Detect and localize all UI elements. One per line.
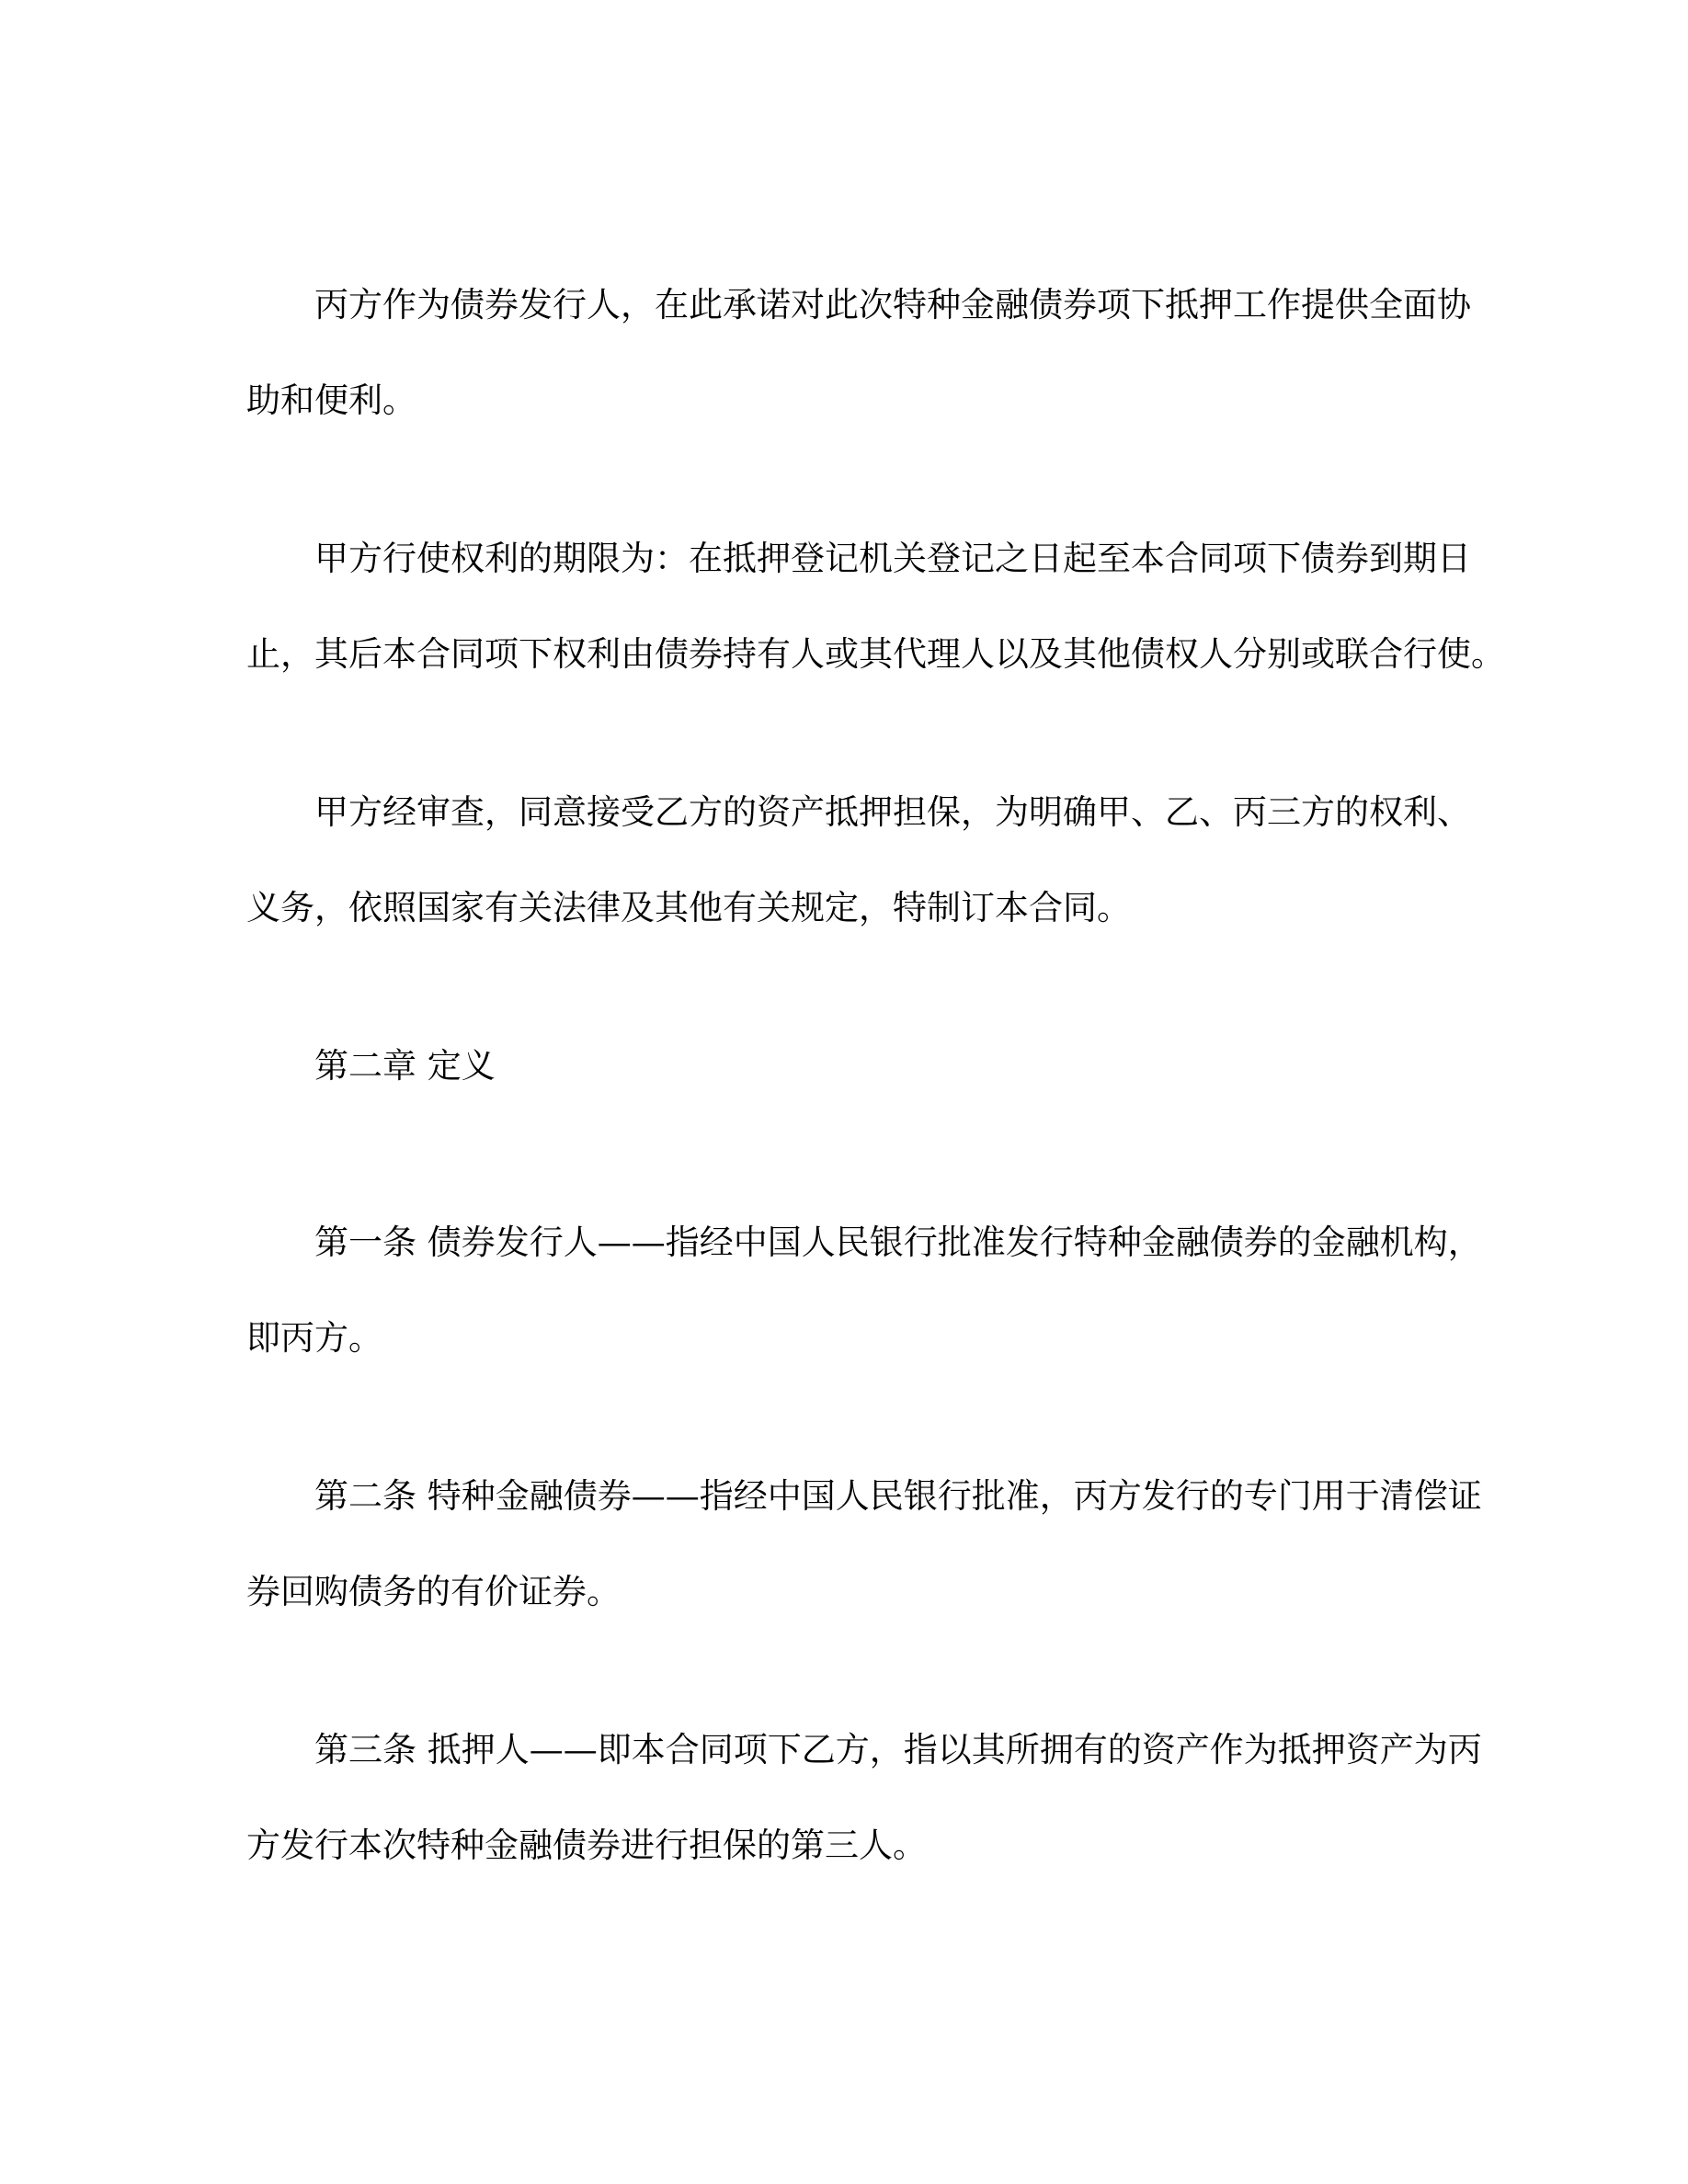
article-line: 第三条 抵押人——即本合同项下乙方，指以其所拥有的资产作为抵押资产为丙 xyxy=(314,1730,1482,1769)
paragraph-review-agreement xyxy=(246,765,1471,956)
article-line: 券回购债务的有价证券。 xyxy=(246,1572,621,1611)
paragraph-rights-period xyxy=(246,511,1505,702)
chapter-heading: 第二章 定义 xyxy=(314,1046,496,1086)
article-3 xyxy=(246,1702,1482,1894)
paragraph-line: 助和便利。 xyxy=(246,381,416,420)
article-line: 即丙方。 xyxy=(246,1318,382,1358)
paragraph-issuer-commitment xyxy=(246,257,1471,449)
paragraph-line: 甲方行使权利的期限为：在抵押登记机关登记之日起至本合同项下债券到期日 xyxy=(314,539,1471,578)
paragraph-line: 止，其后本合同项下权利由债券持有人或其代理人以及其他债权人分别或联合行使。 xyxy=(246,634,1505,674)
article-line: 方发行本次特种金融债券进行担保的第三人。 xyxy=(246,1826,927,1865)
paragraph-line: 甲方经审查，同意接受乙方的资产抵押担保，为明确甲、乙、丙三方的权利、 xyxy=(314,792,1471,832)
article-1 xyxy=(246,1195,1482,1386)
article-line: 第一条 债券发行人——指经中国人民银行批准发行特种金融债券的金融机构， xyxy=(314,1223,1482,1262)
article-line: 第二条 特种金融债券——指经中国人民银行批准，丙方发行的专门用于清偿证 xyxy=(314,1476,1482,1516)
paragraph-line: 丙方作为债券发行人，在此承诺对此次特种金融债券项下抵押工作提供全面协 xyxy=(314,285,1471,324)
paragraph-line: 义务，依照国家有关法律及其他有关规定，特制订本合同。 xyxy=(246,888,1131,927)
article-2 xyxy=(246,1449,1482,1640)
